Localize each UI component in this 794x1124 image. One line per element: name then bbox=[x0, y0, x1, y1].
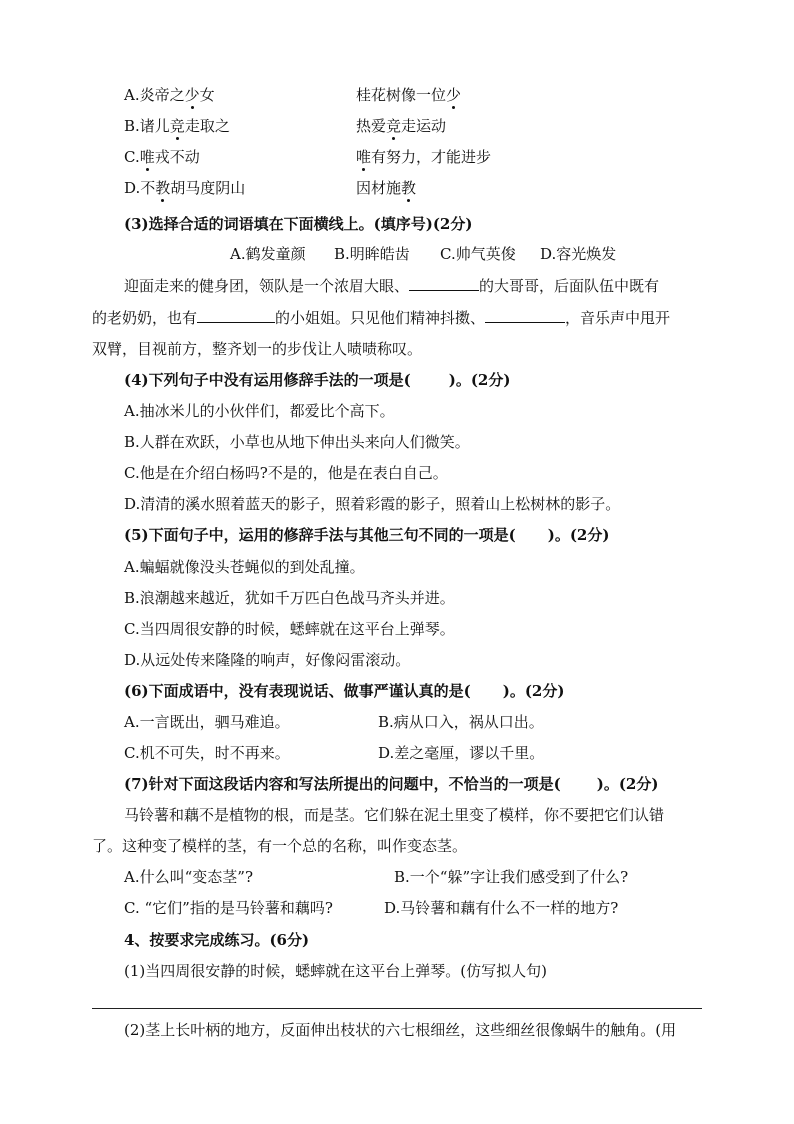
q6-option-d: D.差之毫厘，谬以千里。 bbox=[378, 744, 545, 762]
q7-paragraph-line-2: 了。这种变了模样的茎，有一个总的名称，叫作变态茎。 bbox=[92, 837, 468, 855]
q6-heading-text: (6)下面成语中，没有表现说话、做事严谨认真的是( bbox=[124, 682, 471, 700]
q2-dotted-char: 教 bbox=[155, 179, 171, 197]
answer-blank-1[interactable] bbox=[409, 275, 479, 291]
q5-option-c: C.当四周很安静的时候，蟋蟀就在这平台上弹琴。 bbox=[124, 620, 455, 638]
q4-option-d: D.清清的溪水照着蓝天的影子，照着彩霞的影子，照着山上松树林的影子。 bbox=[124, 495, 621, 513]
q7-heading-score: )。(2分) bbox=[596, 775, 659, 793]
section4-heading: 4、按要求完成练习。(6分) bbox=[124, 931, 310, 949]
q7-paragraph-line-1: 马铃薯和藕不是植物的根，而是茎。它们躲在泥土里变了模样，你不要把它们认错 bbox=[124, 806, 665, 824]
q2-dotted-char: 竞 bbox=[169, 117, 185, 135]
answer-blank-3[interactable] bbox=[485, 307, 565, 323]
q2-pair-1-b bbox=[356, 116, 446, 136]
q5-heading-score: )。(2分) bbox=[547, 526, 610, 544]
q2-text: 桂花树像一位 bbox=[356, 86, 447, 104]
q2-text: 胡马度阴山 bbox=[170, 179, 246, 197]
q7-heading bbox=[124, 774, 658, 794]
q2-pair-0-b bbox=[356, 85, 461, 105]
q2-text: 走运动 bbox=[401, 117, 447, 135]
q2-dotted-char: 竞 bbox=[386, 117, 402, 135]
q3-text: 的小姐姐。只见他们精神抖擞、 bbox=[275, 309, 486, 327]
q2-text: 因材施 bbox=[356, 179, 402, 197]
q7-option-d: D.马铃薯和藕有什么不一样的地方? bbox=[384, 899, 619, 917]
q4-heading-score: )。(2分) bbox=[448, 371, 511, 389]
q2-text: C. bbox=[124, 148, 140, 166]
q2-dotted-char: 唯 bbox=[139, 148, 155, 166]
q2-dotted-char: 唯 bbox=[356, 148, 372, 166]
q3-option-b: B.明眸皓齿 bbox=[334, 245, 410, 263]
q2-text: 走取之 bbox=[184, 117, 230, 135]
q2-dotted-char: 少 bbox=[184, 86, 200, 104]
q3-text: 迎面走来的健身团，领队是一个浓眉大眼、 bbox=[124, 277, 410, 295]
q2-pair-3-a bbox=[124, 178, 245, 198]
q4-heading-text: (4)下列句子中没有运用修辞手法的一项是( bbox=[124, 371, 411, 389]
q2-dotted-char: 教 bbox=[401, 179, 417, 197]
q2-dotted-char: 少 bbox=[446, 86, 462, 104]
q2-text: A.炎帝之 bbox=[124, 86, 185, 104]
q3-heading: (3)选择合适的词语填在下面横线上。(填序号)(2分) bbox=[124, 215, 473, 233]
q7-option-b: B.一个“躲”字让我们感受到了什么? bbox=[394, 868, 629, 886]
q6-option-b: B.病从口入，祸从口出。 bbox=[378, 713, 544, 731]
q4-heading bbox=[124, 370, 510, 390]
q2-pair-2-b bbox=[356, 147, 491, 167]
answer-blank-2[interactable] bbox=[197, 307, 275, 323]
q2-pair-0-a bbox=[124, 85, 215, 105]
q4-option-c: C.他是在介绍白杨吗?不是的，他是在表白自己。 bbox=[124, 464, 448, 482]
q6-option-c: C.机不可失，时不再来。 bbox=[124, 744, 290, 762]
answer-line[interactable] bbox=[92, 1008, 702, 1009]
q5-option-a: A.蝙蝠就像没头苍蝇似的到处乱撞。 bbox=[124, 558, 365, 576]
q2-pair-3-b bbox=[356, 178, 416, 198]
q5-heading-text: (5)下面句子中，运用的修辞手法与其他三句不同的一项是( bbox=[124, 526, 516, 544]
q2-text: 戎不动 bbox=[154, 148, 200, 166]
q6-heading bbox=[124, 681, 564, 701]
q3-text: 的大哥哥，后面队伍中既有 bbox=[479, 277, 660, 295]
q2-text: D.不 bbox=[124, 179, 156, 197]
q3-paragraph-line-3: 双臂，目视前方，整齐划一的步伐让人啧啧称叹。 bbox=[92, 340, 423, 358]
q2-text: 有努力，才能进步 bbox=[371, 148, 492, 166]
q5-option-b: B.浪潮越来越近，犹如千万匹白色战马齐头并进。 bbox=[124, 589, 455, 607]
q3-option-d: D.容光焕发 bbox=[540, 245, 617, 263]
section4-item-2: (2)茎上长叶柄的地方，反面伸出枝状的六七根细丝，这些细丝很像蜗牛的触角。(用 bbox=[124, 1021, 677, 1039]
q6-option-a: A.一言既出，驷马难追。 bbox=[124, 713, 290, 731]
q7-option-a: A.什么叫“变态茎”? bbox=[124, 868, 253, 886]
q2-text: 女 bbox=[199, 86, 215, 104]
q5-heading bbox=[124, 525, 609, 545]
q3-text: 的老奶奶，也有 bbox=[92, 309, 198, 327]
q4-option-a: A.抽冰米儿的小伙伴们，都爱比个高下。 bbox=[124, 402, 395, 420]
q7-option-c: C. “它们”指的是马铃薯和藕吗? bbox=[124, 899, 333, 917]
q4-option-b: B.人群在欢跃，小草也从地下伸出头来向人们微笑。 bbox=[124, 433, 470, 451]
q6-heading-score: )。(2分) bbox=[502, 682, 565, 700]
q2-pair-1-a bbox=[124, 116, 230, 136]
q3-paragraph-line-2 bbox=[92, 307, 670, 328]
q3-text: ，音乐声中甩开 bbox=[565, 309, 671, 327]
q3-paragraph-line-1 bbox=[124, 275, 659, 296]
q3-option-c: C.帅气英俊 bbox=[440, 245, 516, 263]
q3-option-a: A.鹤发童颜 bbox=[230, 245, 306, 263]
q2-text: B.诸儿 bbox=[124, 117, 170, 135]
q5-option-d: D.从远处传来隆隆的响声，好像闷雷滚动。 bbox=[124, 651, 411, 669]
q7-heading-text: (7)针对下面这段话内容和写法所提出的问题中，不恰当的一项是( bbox=[124, 775, 561, 793]
section4-item-1: (1)当四周很安静的时候，蟋蟀就在这平台上弹琴。(仿写拟人句) bbox=[124, 962, 547, 980]
q2-text: 热爱 bbox=[356, 117, 387, 135]
q2-pair-2-a bbox=[124, 147, 200, 167]
